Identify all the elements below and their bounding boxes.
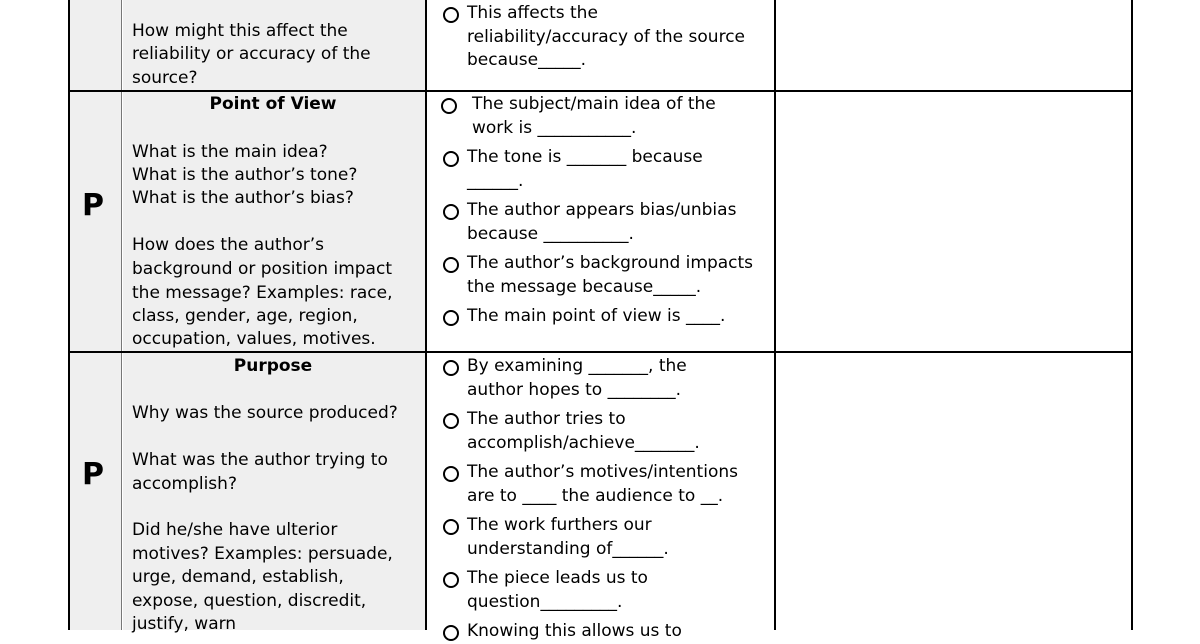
radio-circle-icon[interactable] — [441, 98, 457, 114]
radio-circle-icon[interactable] — [443, 519, 459, 535]
letter-column-shade — [70, 0, 121, 630]
option-text: The author’s background impacts — [467, 253, 754, 273]
question-text: class, gender, age, region, — [132, 306, 358, 326]
option-text: author hopes to ________. — [467, 380, 681, 400]
option-text: The author’s motives/intentions — [467, 462, 738, 482]
option-text: The piece leads us to — [467, 568, 648, 588]
option-text: work is ___________. — [472, 118, 637, 138]
question-text: accomplish? — [132, 474, 237, 494]
option-text: question_________. — [467, 592, 623, 612]
table-divider-answer — [774, 0, 776, 630]
row-letter: P — [82, 457, 104, 492]
question-text: What is the main idea? — [132, 142, 328, 162]
option-text: accomplish/achieve_______. — [467, 433, 700, 453]
row-heading: Point of View — [209, 94, 337, 114]
option-text: reliability/accuracy of the source — [467, 27, 746, 47]
question-text: background or position impact — [132, 259, 392, 279]
question-text: What is the author’s bias? — [132, 188, 354, 208]
question-text: source? — [132, 68, 198, 88]
question-text: reliability or accuracy of the — [132, 44, 371, 64]
question-text: Why was the source produced? — [132, 403, 398, 423]
question-text: urge, demand, establish, — [132, 567, 344, 587]
option-text: because_____. — [467, 50, 587, 70]
question-text: What is the author’s tone? — [132, 165, 358, 185]
option-text: The work furthers our — [467, 515, 652, 535]
question-text: How does the author’s — [132, 235, 324, 255]
row-divider-1 — [68, 90, 1133, 92]
option-text: Knowing this allows us to — [467, 621, 682, 641]
option-text: The tone is _______ because — [467, 147, 703, 167]
radio-circle-icon[interactable] — [443, 572, 459, 588]
row-letter: P — [82, 188, 104, 223]
radio-circle-icon[interactable] — [443, 466, 459, 482]
table-divider-question — [425, 0, 427, 630]
question-text: occupation, values, motives. — [132, 329, 376, 349]
option-text: The subject/main idea of the — [472, 94, 716, 114]
option-text: understanding of______. — [467, 539, 669, 559]
question-text: the message? Examples: race, — [132, 283, 393, 303]
row-heading: Purpose — [233, 356, 313, 376]
option-text: ______. — [467, 171, 524, 191]
radio-circle-icon[interactable] — [443, 257, 459, 273]
table-divider-letter — [121, 0, 122, 630]
option-text: The author appears bias/unbias — [467, 200, 737, 220]
radio-circle-icon[interactable] — [443, 204, 459, 220]
table-border-right — [1131, 0, 1133, 630]
question-text: justify, warn — [132, 614, 237, 634]
radio-circle-icon[interactable] — [443, 310, 459, 326]
question-text: Did he/she have ulterior — [132, 520, 338, 540]
radio-circle-icon[interactable] — [443, 7, 459, 23]
radio-circle-icon[interactable] — [443, 151, 459, 167]
radio-circle-icon[interactable] — [443, 413, 459, 429]
question-text: expose, question, discredit, — [132, 591, 367, 611]
option-text: The author tries to — [467, 409, 626, 429]
radio-circle-icon[interactable] — [443, 625, 459, 641]
option-text: are to ____ the audience to __. — [467, 486, 724, 506]
option-text: because __________. — [467, 224, 634, 244]
question-text: What was the author trying to — [132, 450, 388, 470]
table-border-left — [68, 0, 70, 630]
option-text: the message because_____. — [467, 277, 702, 297]
radio-circle-icon[interactable] — [443, 360, 459, 376]
question-text: How might this affect the — [132, 21, 348, 41]
option-text: By examining _______, the — [467, 356, 687, 376]
question-text: motives? Examples: persuade, — [132, 544, 393, 564]
option-text: The main point of view is ____. — [467, 306, 726, 326]
option-text: This affects the — [467, 3, 598, 23]
